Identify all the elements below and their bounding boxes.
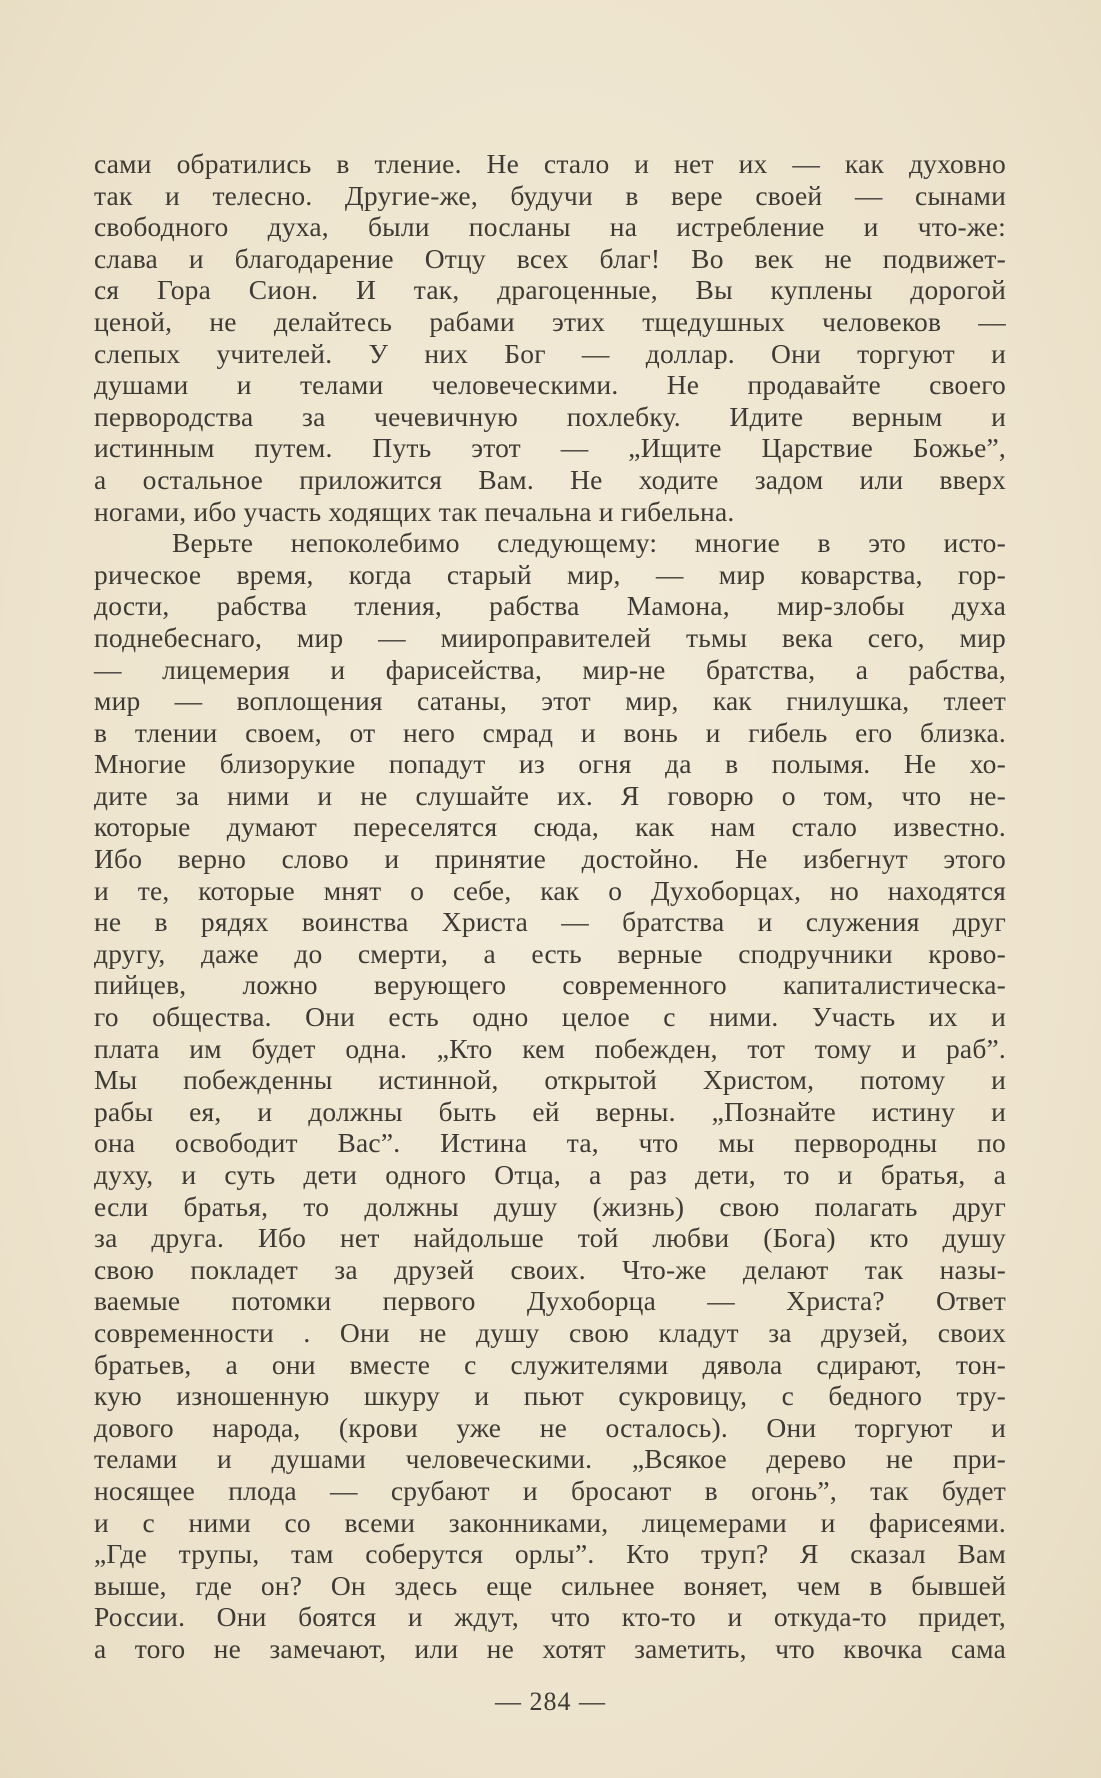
text-line: носящее плода — срубают и бросают в огонь”, так будет xyxy=(94,1474,1006,1506)
text-line: поднебеснаго, мир — миироправителей тьмы века сего, мир xyxy=(94,621,1006,653)
text-line: сами обратились в тление. Не стало и нет их — как духовно xyxy=(94,148,1006,179)
text-line: слепых учителей. У них Бог — доллар. Они торгуют и xyxy=(94,337,1006,369)
text-line: „Где трупы, там соберутся орлы”. Кто труп? Я сказал Вам xyxy=(94,1538,1006,1570)
text-line: Многие близорукие попадут из огня да в полымя. Не хо- xyxy=(94,748,1006,780)
text-line: слава и благодарение Отцу всех благ! Во век не подвижет- xyxy=(94,242,1006,274)
text-line: братьев, а они вместе с служителями дявола сдирают, тон- xyxy=(94,1348,1006,1380)
text-line: рическое время, когда старый мир, — мир коварства, гор- xyxy=(94,558,1006,590)
text-line: пийцев, ложно верующего современного капиталистическа- xyxy=(94,969,1006,1001)
text-line: дового народа, (крови уже не осталось). Они торгуют и xyxy=(94,1411,1006,1443)
text-line: свою покладет за друзей своих. Что-же делают так назы- xyxy=(94,1253,1006,1285)
text-line: в тлении своем, от него смрад и вонь и гибель его близка. xyxy=(94,716,1006,748)
text-line: и с ними со всеми законниками, лицемерами и фарисеями. xyxy=(94,1506,1006,1538)
text-line: плата им будет одна. „Кто кем побежден, тот тому и раб”. xyxy=(94,1032,1006,1064)
text-line: не в рядях воинства Христа — братства и служения друг xyxy=(94,906,1006,938)
body-text xyxy=(94,148,1006,1665)
text-line: духу, и суть дети одного Отца, а раз дети, то и братья, а xyxy=(94,1159,1006,1190)
text-line: дости, рабства тления, рабства Мамона, мир-злобы духа xyxy=(94,590,1006,622)
text-line: мир — воплощения сатаны, этот мир, как гнилушка, тлеет xyxy=(94,685,1006,717)
text-line: первородства за чечевичную похлебку. Идите верным и xyxy=(94,400,1006,432)
text-line: выше, где он? Он здесь еще сильнее воняет, чем в бывшей xyxy=(94,1569,1006,1601)
text-line: го общества. Они есть одно целое с ними. Участь их и xyxy=(94,1001,1006,1033)
paragraph-start-line: Верьте непоколебимо следующему: многие в это исто- xyxy=(172,527,1006,559)
text-line: ся Гора Сион. И так, драгоценные, Вы куплены дорогой xyxy=(94,274,1006,306)
text-line: кую изношенную шкуру и пьют сукровицу, с бедного тру- xyxy=(94,1380,1006,1412)
text-line: истинным путем. Путь этот — „Ищите Царствие Божье”, xyxy=(94,432,1006,464)
text-line: рабы ея, и должны быть ей верны. „Познайте истину и xyxy=(94,1095,1006,1127)
text-line: а того не замечают, или не хотят заметить, что квочка сама xyxy=(94,1632,1006,1664)
text-line: Мы побежденны истинной, открытой Христом, потому и xyxy=(94,1064,1006,1096)
text-line: Ибо верно слово и принятие достойно. Не избегнут этого xyxy=(94,843,1006,875)
text-line: другу, даже до смерти, а есть верные сподручники крово- xyxy=(94,937,1006,969)
text-line: которые думают переселятся сюда, как нам стало известно. xyxy=(94,811,1006,843)
text-line: свободного духа, были посланы на истребление и что-же: xyxy=(94,211,1006,243)
text-line: и те, которые мнят о себе, как о Духоборцах, но находятся xyxy=(94,874,1006,906)
text-line: она освободит Вас”. Истина та, что мы первородны по xyxy=(94,1127,1006,1159)
text-line: если братья, то должны душу (жизнь) свою полагать друг xyxy=(94,1190,1006,1222)
text-line: за друга. Ибо нет найдольше той любви (Бога) кто душу xyxy=(94,1222,1006,1254)
text-line: — лицемерия и фарисейства, мир-не братства, а рабства, xyxy=(94,653,1006,685)
paragraph-end-line: ногами, ибо участь ходящих так печальна и гибельна. xyxy=(94,495,735,527)
text-line: дите за ними и не слушайте их. Я говорю о том, что не- xyxy=(94,779,1006,811)
page-number: — 284 — xyxy=(495,1687,606,1716)
text-line: ценой, не делайтесь рабами этих тщедушных человеков — xyxy=(94,305,1006,337)
text-line: современности . Они не душу свою кладут за друзей, своих xyxy=(94,1316,1006,1348)
text-line: России. Они боятся и ждут, что кто-то и откуда-то придет, xyxy=(94,1601,1006,1633)
text-line: ваемые потомки первого Духоборца — Христа? Ответ xyxy=(94,1285,1006,1317)
text-line: телами и душами человеческими. „Всякое дерево не при- xyxy=(94,1443,1006,1475)
text-line: душами и телами человеческими. Не продавайте своего xyxy=(94,369,1006,401)
text-line: а остальное приложится Вам. Не ходите задом или вверх xyxy=(94,463,1006,495)
text-line: так и телесно. Другие-же, будучи в вере своей — сынами xyxy=(94,179,1006,211)
